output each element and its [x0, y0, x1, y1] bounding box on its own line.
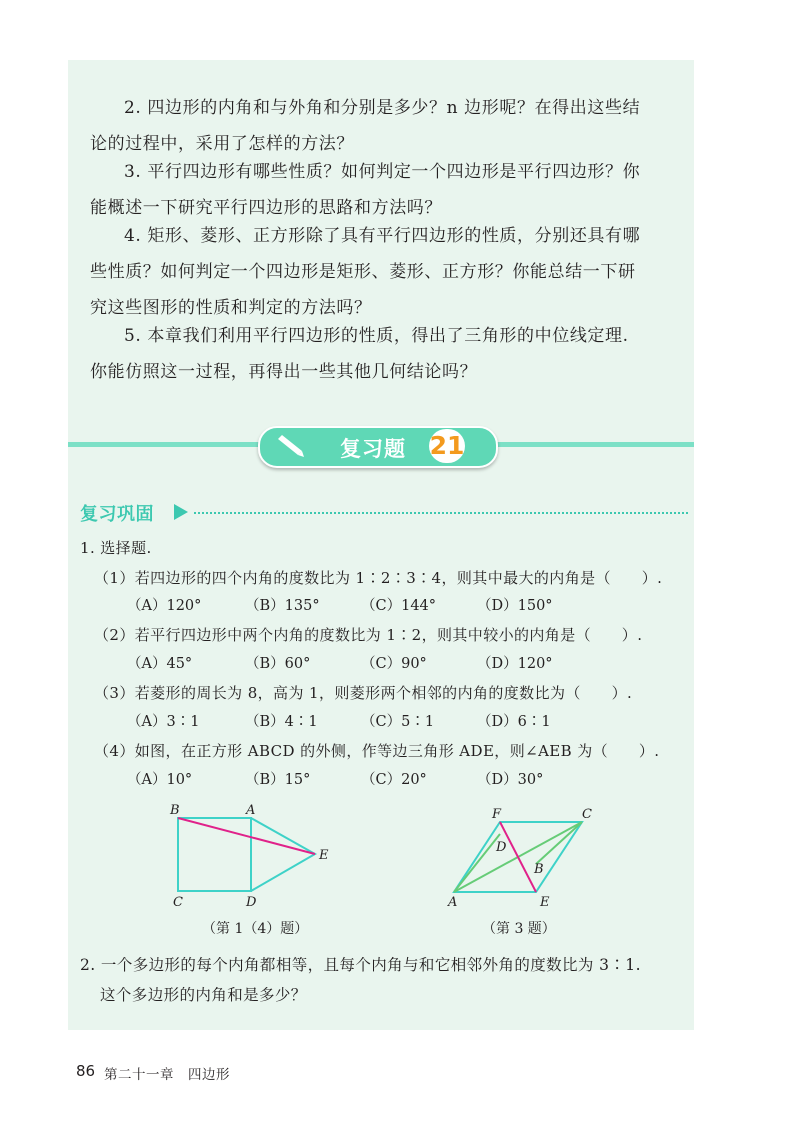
exercise-1-part-1-stem: （1）若四边形的四个内角的度数比为 1∶2∶3∶4，则其中最大的内角是（ ）.: [94, 569, 663, 587]
banner-number: 21: [429, 429, 465, 463]
segment-be: [178, 818, 315, 854]
option: （A）45°: [127, 656, 193, 672]
section-arrow-icon: [174, 504, 188, 520]
option: （A）10°: [127, 772, 193, 788]
pencil-icon: [274, 435, 304, 457]
option: （A）120°: [127, 598, 202, 614]
option: （B）4∶1: [245, 714, 318, 730]
label-f: F: [492, 807, 502, 822]
option: （C）90°: [361, 656, 427, 672]
option: （D）120°: [477, 656, 553, 672]
square-abcd: [178, 818, 251, 891]
figure-square-triangle: [160, 800, 350, 910]
chapter-title: 第二十一章 四边形: [104, 1067, 230, 1083]
exercise-1-title: 1. 选择题.: [80, 539, 152, 557]
label-c: C: [173, 895, 183, 910]
label-d2: D: [496, 840, 507, 855]
banner-title: 复习题: [340, 437, 406, 461]
exercise-2-line-2: 这个多边形的内角和是多少？: [100, 986, 307, 1004]
option: （C）5∶1: [361, 714, 435, 730]
exercise-1-part-3-stem: （3）若菱形的周长为 8，高为 1，则菱形两个相邻的内角的度数比为（ ）.: [94, 684, 633, 702]
review-question-2: 2. 四边形的内角和与外角和分别是多少？n 边形呢？在得出这些结 论的过程中，采用了怎样的方法？: [90, 98, 641, 154]
exercise-1-part-4-stem: （4）如图，在正方形 ABCD 的外侧，作等边三角形 ADE，则∠AEB 为（ ）.: [94, 742, 660, 760]
label-a: A: [246, 803, 256, 818]
option: （A）3∶1: [127, 714, 200, 730]
option: （B）60°: [245, 656, 311, 672]
section-title: 复习巩固: [80, 504, 154, 525]
label-b2: B: [534, 862, 544, 877]
label-e2: E: [540, 895, 550, 910]
exercise-2-line-1: 2. 一个多边形的每个内角都相等，且每个内角与和它相邻外角的度数比为 3∶1.: [80, 956, 641, 974]
option: （D）30°: [477, 772, 544, 788]
segment-fe: [500, 822, 536, 892]
option: （B）135°: [245, 598, 320, 614]
option: （B）15°: [245, 772, 311, 788]
figure-2-caption: （第 3 题）: [482, 921, 556, 937]
label-c2: C: [582, 807, 592, 822]
page-number: 86: [76, 1062, 96, 1080]
figure-1-caption: （第 1（4）题）: [202, 921, 309, 937]
option: （D）150°: [477, 598, 553, 614]
option: （C）20°: [361, 772, 427, 788]
section-dotted-rule: [194, 512, 688, 514]
exercise-1-part-2-stem: （2）若平行四边形中两个内角的度数比为 1∶2，则其中较小的内角是（ ）.: [94, 626, 643, 644]
review-question-3: 3. 平行四边形有哪些性质？如何判定一个四边形是平行四边形？你 能概述一下研究平行四边形的思路和方法吗？: [90, 162, 641, 218]
segment-ad: [454, 834, 500, 892]
option: （C）144°: [361, 598, 437, 614]
triangle-ade: [251, 818, 315, 891]
review-question-4: 4. 矩形、菱形、正方形除了具有平行四边形的性质，分别还具有哪 些性质？如何判定一个四边形是矩形、菱形、正方形？你能总结一下研 究这些图形的性质和判定的方法吗？: [90, 226, 641, 318]
label-d: D: [246, 895, 257, 910]
label-e: E: [319, 848, 329, 863]
option: （D）6∶1: [477, 714, 551, 730]
label-a2: A: [448, 895, 458, 910]
figure-parallelogram: [440, 800, 610, 910]
label-b: B: [170, 803, 180, 818]
review-banner: [258, 426, 498, 468]
review-question-5: 5. 本章我们利用平行四边形的性质，得出了三角形的中位线定理. 你能仿照这一过程，再得出一些其他几何结论吗？: [90, 326, 629, 382]
